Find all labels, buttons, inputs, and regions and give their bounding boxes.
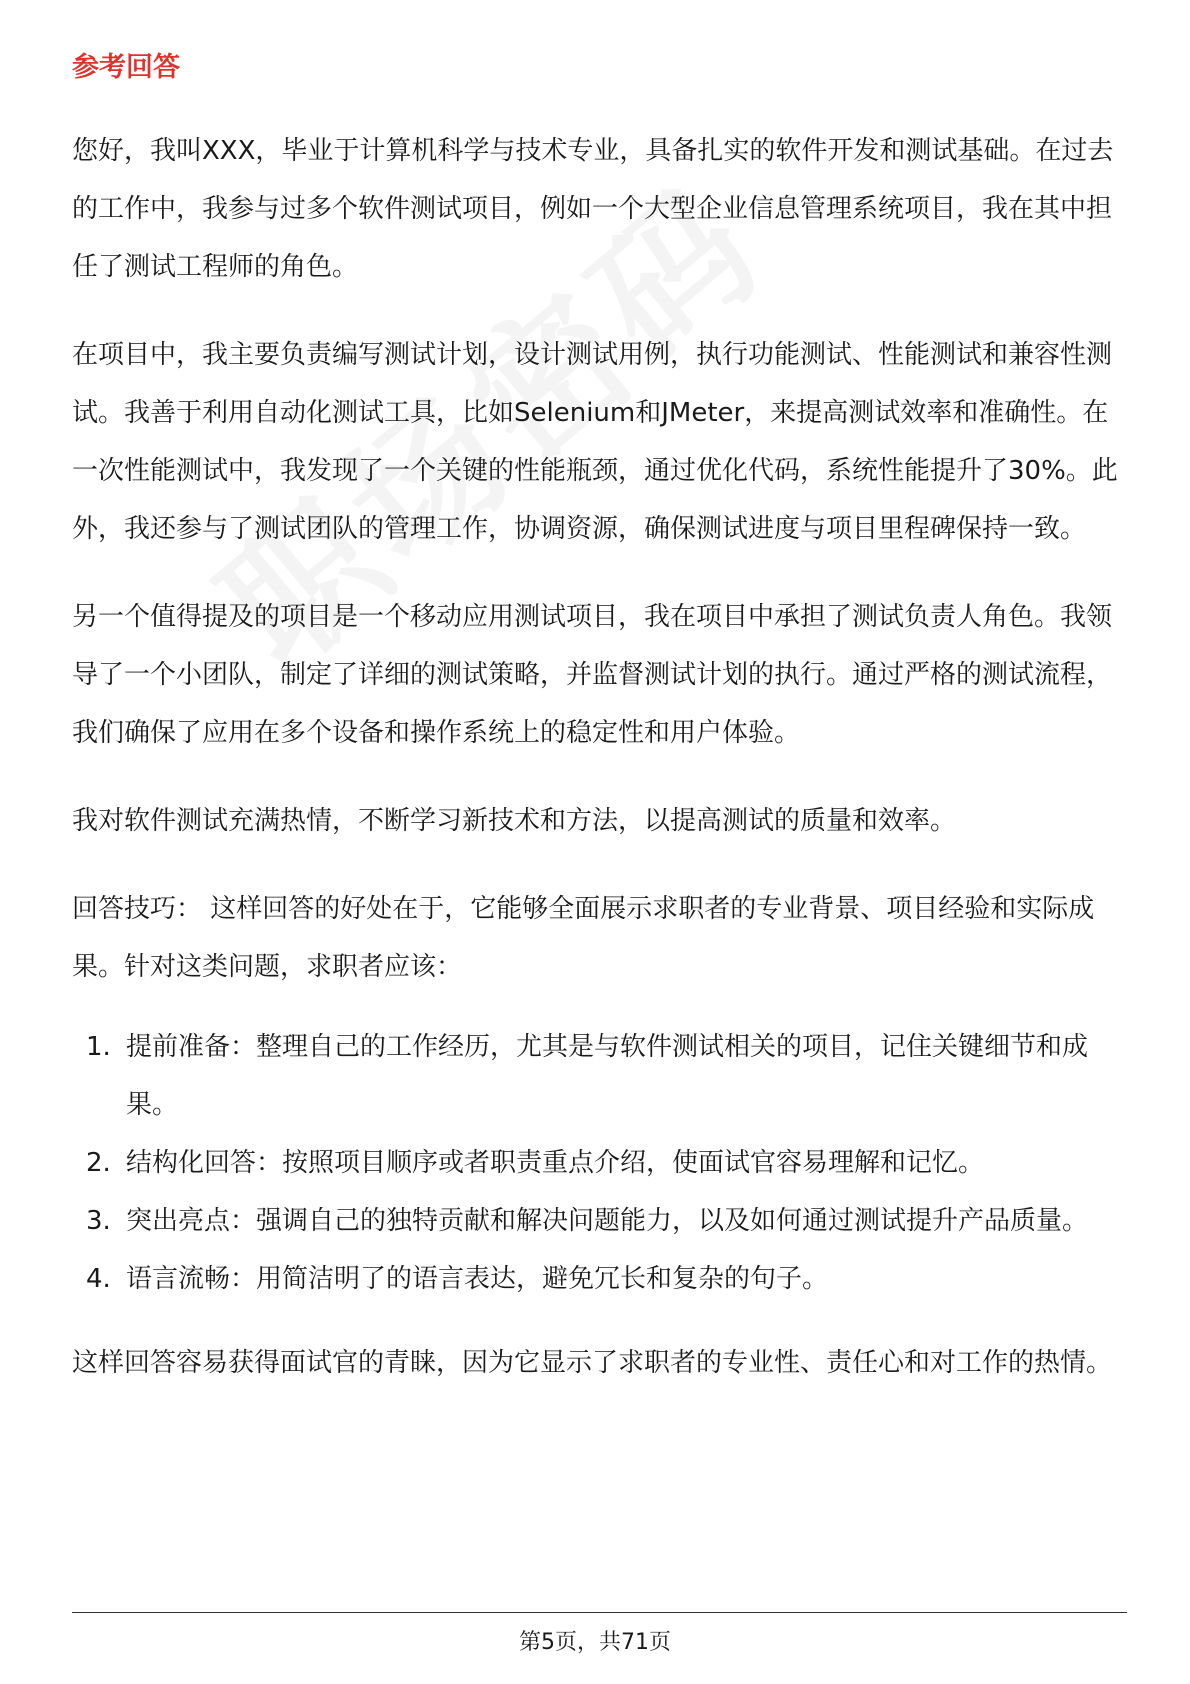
page-number: 第5页，共71页 (519, 1630, 671, 1655)
list-text: 突出亮点：强调自己的独特贡献和解决问题能力，以及如何通过测试提升产品质量。 (126, 1206, 1089, 1236)
list-item (72, 1192, 1132, 1250)
tips-list (72, 1018, 1132, 1308)
list-item (72, 1018, 1132, 1134)
tips-paragraph: 回答技巧： 这样回答的好处在于，它能够全面展示求职者的专业背景、项目经验和实际成果。针对这类问题，求职者应该： (72, 894, 1095, 982)
answer-paragraph-1: 您好，我叫XXX，毕业于计算机科学与技术专业，具备扎实的软件开发和测试基础。在过去的工作中，我参与过多个软件测试项目，例如一个大型企业信息管理系统项目，我在其中担任了测试工程师的角色。 (72, 136, 1114, 282)
list-text: 语言流畅：用简洁明了的语言表达，避免冗长和复杂的句子。 (126, 1264, 829, 1294)
list-number: 2. (86, 1148, 111, 1178)
list-text: 提前准备：整理自己的工作经历，尤其是与软件测试相关的项目，记住关键细节和成果。 (126, 1032, 1089, 1120)
list-item (72, 1250, 1132, 1308)
footer-divider (72, 1612, 1127, 1613)
conclusion-paragraph: 这样回答容易获得面试官的青睐，因为它显示了求职者的专业性、责任心和对工作的热情。 (72, 1348, 1113, 1378)
list-text: 结构化回答：按照项目顺序或者职责重点介绍，使面试官容易理解和记忆。 (126, 1148, 985, 1178)
document-body (72, 48, 1132, 1422)
answer-paragraph-3: 另一个值得提及的项目是一个移动应用测试项目，我在项目中承担了测试负责人角色。我领导了一个小团队，制定了详细的测试策略，并监督测试计划的执行。通过严格的测试流程，我们确保了应用在多个设备和操作系统上的稳定性和用户体验。 (72, 602, 1113, 748)
list-number: 3. (86, 1206, 111, 1236)
list-item (72, 1134, 1132, 1192)
section-heading: 参考回答 (72, 52, 180, 83)
list-number: 1. (86, 1032, 111, 1062)
list-number: 4. (86, 1264, 111, 1294)
answer-paragraph-2: 在项目中，我主要负责编写测试计划，设计测试用例，执行功能测试、性能测试和兼容性测试。我善于利用自动化测试工具，比如Selenium和JMeter，来提高测试效率和准确性。在一次性能测试中，我发现了一个关键的性能瓶颈，通过优化代码，系统性能提升了30%。此外，我还参与了测试团队的管理工作，协调资源，确保测试进度与项目里程碑保持一致。 (72, 340, 1118, 544)
answer-paragraph-4: 我对软件测试充满热情，不断学习新技术和方法，以提高测试的质量和效率。 (72, 806, 957, 836)
